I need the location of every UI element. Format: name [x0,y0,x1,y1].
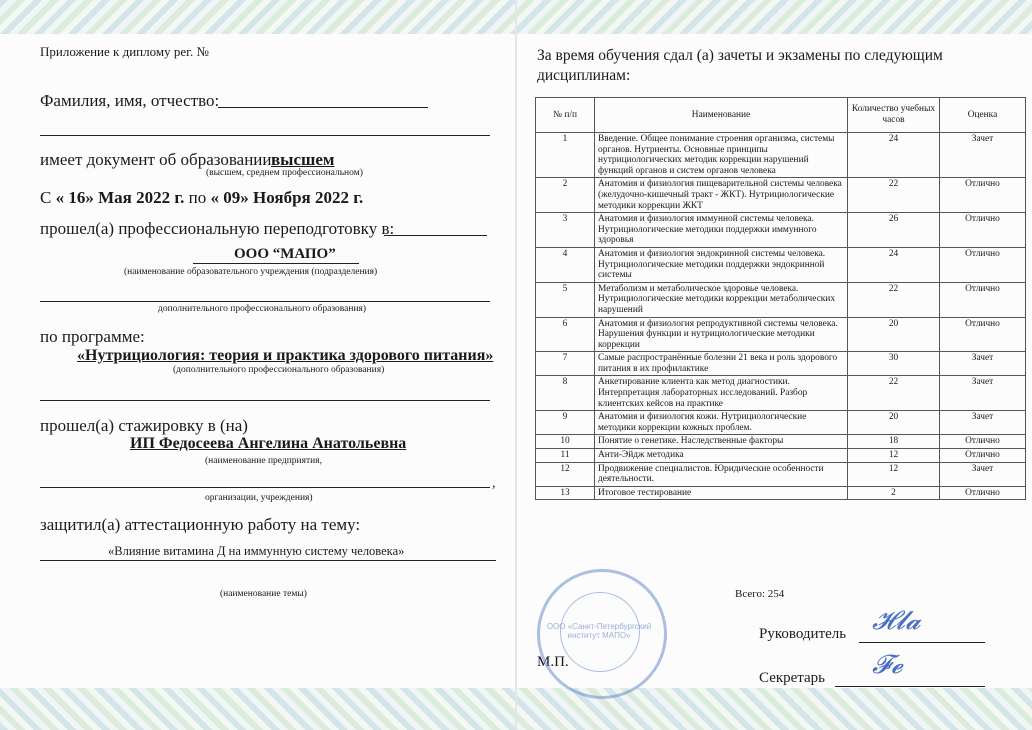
mp-label: М.П. [537,654,569,670]
row-num: 7 [536,352,595,376]
org-name: ООО “МАПО” [234,246,336,262]
table-row [536,213,1026,248]
table-row [536,317,1026,352]
row-hours: 20 [848,411,940,435]
disciplines-heading: За время обучения сдал (а) зачеты и экзамены по следующим дисциплинам: [537,47,943,84]
row-hours: 22 [848,376,940,411]
education-hint: (высшем, среднем профессиональном) [206,168,363,178]
table-row [536,411,1026,435]
fio-line [218,107,428,108]
row-grade: Отлично [940,178,1026,213]
table-row [536,352,1026,376]
row-grade: Отлично [940,435,1026,449]
date-from: « 16» Мая 2022 г. [55,188,185,207]
row-num: 10 [536,435,595,449]
right-page [517,34,1032,688]
dpo-hint: дополнительного профессионального образования) [158,304,367,314]
row-num: 12 [536,462,595,486]
row-grade: Зачет [940,411,1026,435]
to-prefix: по [188,188,207,207]
row-grade: Зачет [940,376,1026,411]
table-row [536,376,1026,411]
program-hint: (дополнительного профессионального образования) [173,365,385,375]
row-hours: 22 [848,178,940,213]
left-page [0,34,515,688]
row-grade: Зачет [940,133,1026,178]
row-hours: 26 [848,213,940,248]
row-grade: Отлично [940,247,1026,282]
row-grade: Отлично [940,213,1026,248]
table-row [536,282,1026,317]
table-row [536,462,1026,486]
col-header-hours: Количество учебных часов [848,98,940,133]
grades-table [535,97,1026,500]
internship-hint-1: (наименование предприятия, [205,456,322,466]
head-label: Руководитель [759,626,847,642]
row-num: 13 [536,486,595,500]
col-header-grade: Оценка [940,98,1026,133]
secretary-signature-line [835,686,985,687]
table-row [536,435,1026,449]
row-num: 11 [536,449,595,463]
row-num: 2 [536,178,595,213]
row-num: 5 [536,282,595,317]
row-hours: 12 [848,449,940,463]
thesis-line [40,560,496,561]
row-hours: 12 [848,462,940,486]
education-value: высшем [271,150,335,169]
table-header-row [536,98,1026,133]
internship-name: ИП Федосеева Ангелина Анатольевна [130,435,407,452]
row-hours: 30 [848,352,940,376]
program-name: «Нутрициология: теория и практика здорового питания» [77,347,494,364]
dates-row [40,188,363,208]
row-grade: Отлично [940,317,1026,352]
row-name: Анатомия и физиология иммунной системы человека. Нутрициологические методики поддержки иммунного здоровья [595,213,848,248]
row-num: 4 [536,247,595,282]
row-hours: 2 [848,486,940,500]
row-hours: 22 [848,282,940,317]
from-prefix: С [40,188,52,207]
row-hours: 18 [848,435,940,449]
row-name: Введение. Общее понимание строения организма, системы органов. Нутриенты. Основные принципы нутрициологических методик коррекции нарушений функций органов и систем органов человека [595,133,848,178]
internship-hint-2: организации, учреждения) [205,493,313,503]
row-name: Самые распространённые болезни 21 века и роль здорового питания в их профилактике [595,352,848,376]
row-num: 9 [536,411,595,435]
row-name: Анатомия и физиология пищеварительной системы человека (желудочно-кишечный тракт - ЖКТ). Нутрициологические методики коррекции ЖКТ [595,178,848,213]
col-header-num: № п/п [536,98,595,133]
retraining-line [384,235,487,236]
row-name: Анти-Эйдж методика [595,449,848,463]
secretary-label: Секретарь [759,670,826,686]
row-num: 1 [536,133,595,178]
stamp-text: ООО «Санкт-Петербургский институт МАПО» [546,622,652,640]
head-signature-line [859,642,985,643]
date-to: « 09» Ноября 2022 г. [210,188,364,207]
table-row [536,486,1026,500]
table-row [536,449,1026,463]
retraining-label: прошел(а) профессиональную переподготовку в: [40,219,395,238]
row-hours: 20 [848,317,940,352]
row-grade: Отлично [940,282,1026,317]
diploma-appendix-header: Приложение к диплому рег. № [40,44,209,59]
thesis-label: защитил(а) аттестационную работу на тему: [40,515,361,534]
table-row [536,133,1026,178]
row-num: 3 [536,213,595,248]
org-line [193,263,359,264]
row-name: Понятие о генетике. Наследственные факторы [595,435,848,449]
fio-line-2 [40,135,490,136]
thesis-title: «Влияние витамина Д на иммунную систему человека» [108,544,405,558]
head-signature: 𝓗𝓵𝓪 [872,606,921,636]
internship-label: прошел(а) стажировку в (на) [40,416,248,435]
table-row [536,247,1026,282]
fio-label: Фамилия, имя, отчество: [40,91,220,110]
row-grade: Отлично [940,449,1026,463]
official-stamp [537,569,667,699]
education-label: имеет документ об образовании: [40,150,277,169]
row-num: 6 [536,317,595,352]
row-name: Анкетирование клиента как метод диагностики. Интерпретация лабораторных исследований. Разбор клиентских кейсов на практике [595,376,848,411]
row-grade: Зачет [940,462,1026,486]
org-hint: (наименование образовательного учреждения (подразделения) [124,267,378,277]
total-hours: Всего: 254 [735,588,785,600]
row-hours: 24 [848,247,940,282]
row-hours: 24 [848,133,940,178]
comma: , [492,476,496,491]
row-name: Итоговое тестирование [595,486,848,500]
table-row [536,178,1026,213]
dpo-line [40,301,490,302]
thesis-hint: (наименование темы) [220,589,307,599]
secretary-signature: 𝓕𝓮 [872,650,903,680]
internship-line [40,487,490,488]
row-name: Продвижение специалистов. Юридические особенности деятельности. [595,462,848,486]
row-name: Метаболизм и метаболическое здоровье человека. Нутрициологические методики коррекции метаболических нарушений [595,282,848,317]
row-name: Анатомия и физиология кожи. Нутрициологические методики коррекции кожных проблем. [595,411,848,435]
row-grade: Отлично [940,486,1026,500]
col-header-name: Наименование [595,98,848,133]
row-name: Анатомия и физиология эндокринной системы человека. Нутрициологические методики поддержки эндокринной системы [595,247,848,282]
row-grade: Зачет [940,352,1026,376]
row-num: 8 [536,376,595,411]
program-label: по программе: [40,327,145,346]
row-name: Анатомия и физиология репродуктивной системы человека. Нарушения функции и нутрициологические методики коррекции [595,317,848,352]
program-line [40,400,490,401]
